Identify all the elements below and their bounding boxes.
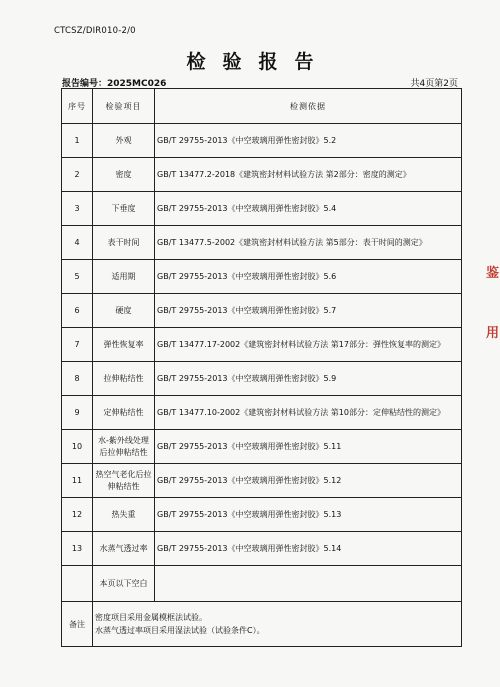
row-item: 外观 (93, 124, 155, 158)
column-header-item: 检验项目 (93, 89, 155, 124)
table-row (62, 124, 462, 158)
row-index: 5 (62, 260, 93, 294)
row-item: 适用期 (93, 260, 155, 294)
table-row (62, 532, 462, 566)
notes-text (93, 602, 462, 647)
report-number: 报告编号：2025MC026 (62, 79, 167, 89)
report-title: 检验报告 (186, 51, 331, 73)
row-index: 11 (62, 464, 93, 498)
row-basis: GB/T 29755-2013《中空玻璃用弹性密封胶》5.14 (155, 532, 462, 566)
row-basis: GB/T 29755-2013《中空玻璃用弹性密封胶》5.12 (155, 464, 462, 498)
document-code: CTCSZ/DIR010-2/0 (54, 26, 136, 36)
table-row (62, 260, 462, 294)
table-row (62, 430, 462, 464)
table-row (62, 396, 462, 430)
row-basis: GB/T 13477.5-2002《建筑密封材料试验方法 第5部分：表干时间的测定》 (155, 226, 462, 260)
row-index: 3 (62, 192, 93, 226)
row-item: 水蒸气透过率 (93, 532, 155, 566)
row-basis: GB/T 29755-2013《中空玻璃用弹性密封胶》5.6 (155, 260, 462, 294)
table-row (62, 294, 462, 328)
row-item: 热空气老化后拉伸粘结性 (93, 464, 155, 498)
row-basis: GB/T 13477.17-2002《建筑密封材料试验方法 第17部分：弹性恢复率的测定》 (155, 328, 462, 362)
blank-note: 本页以下空白 (93, 566, 155, 602)
row-basis: GB/T 29755-2013《中空玻璃用弹性密封胶》5.9 (155, 362, 462, 396)
table-row (62, 192, 462, 226)
row-basis: GB/T 29755-2013《中空玻璃用弹性密封胶》5.7 (155, 294, 462, 328)
column-header-index: 序号 (62, 89, 93, 124)
row-basis: GB/T 29755-2013《中空玻璃用弹性密封胶》5.2 (155, 124, 462, 158)
note-line: 水蒸气透过率项目采用湿法试验（试验条件C）。 (95, 626, 265, 635)
notes-label: 备注 (62, 602, 93, 647)
table-row (62, 464, 462, 498)
blank-note-row (62, 566, 462, 602)
row-index: 4 (62, 226, 93, 260)
row-index: 2 (62, 158, 93, 192)
row-item: 下垂度 (93, 192, 155, 226)
seal-stamp: 用 (486, 326, 500, 341)
row-index: 8 (62, 362, 93, 396)
row-basis: GB/T 13477.10-2002《建筑密封材料试验方法 第10部分：定伸粘结性的测定》 (155, 396, 462, 430)
row-index: 9 (62, 396, 93, 430)
table-row (62, 226, 462, 260)
table-row (62, 498, 462, 532)
row-basis: GB/T 29755-2013《中空玻璃用弹性密封胶》5.11 (155, 430, 462, 464)
row-basis: GB/T 13477.2-2018《建筑密封材料试验方法 第2部分：密度的测定》 (155, 158, 462, 192)
row-item: 密度 (93, 158, 155, 192)
row-item: 硬度 (93, 294, 155, 328)
page-number: 共4页第2页 (410, 79, 458, 89)
notes-row (62, 602, 462, 647)
row-basis: GB/T 29755-2013《中空玻璃用弹性密封胶》5.4 (155, 192, 462, 226)
row-item: 水-紫外线处理后拉伸粘结性 (93, 430, 155, 464)
row-index: 6 (62, 294, 93, 328)
row-index: 10 (62, 430, 93, 464)
column-header-basis: 检测依据 (155, 89, 462, 124)
row-index: 7 (62, 328, 93, 362)
table-row (62, 158, 462, 192)
inspection-table (61, 88, 462, 647)
row-item: 定伸粘结性 (93, 396, 155, 430)
row-index: 13 (62, 532, 93, 566)
row-index: 1 (62, 124, 93, 158)
row-basis: GB/T 29755-2013《中空玻璃用弹性密封胶》5.13 (155, 498, 462, 532)
row-index: 12 (62, 498, 93, 532)
seal-stamp: 鉴 (486, 266, 500, 281)
table-row (62, 328, 462, 362)
row-item: 热失重 (93, 498, 155, 532)
table-row (62, 362, 462, 396)
row-item: 弹性恢复率 (93, 328, 155, 362)
table-header-row (62, 89, 462, 124)
note-line: 密度项目采用金属模框法试验。 (95, 613, 207, 622)
row-item: 表干时间 (93, 226, 155, 260)
row-item: 拉伸粘结性 (93, 362, 155, 396)
